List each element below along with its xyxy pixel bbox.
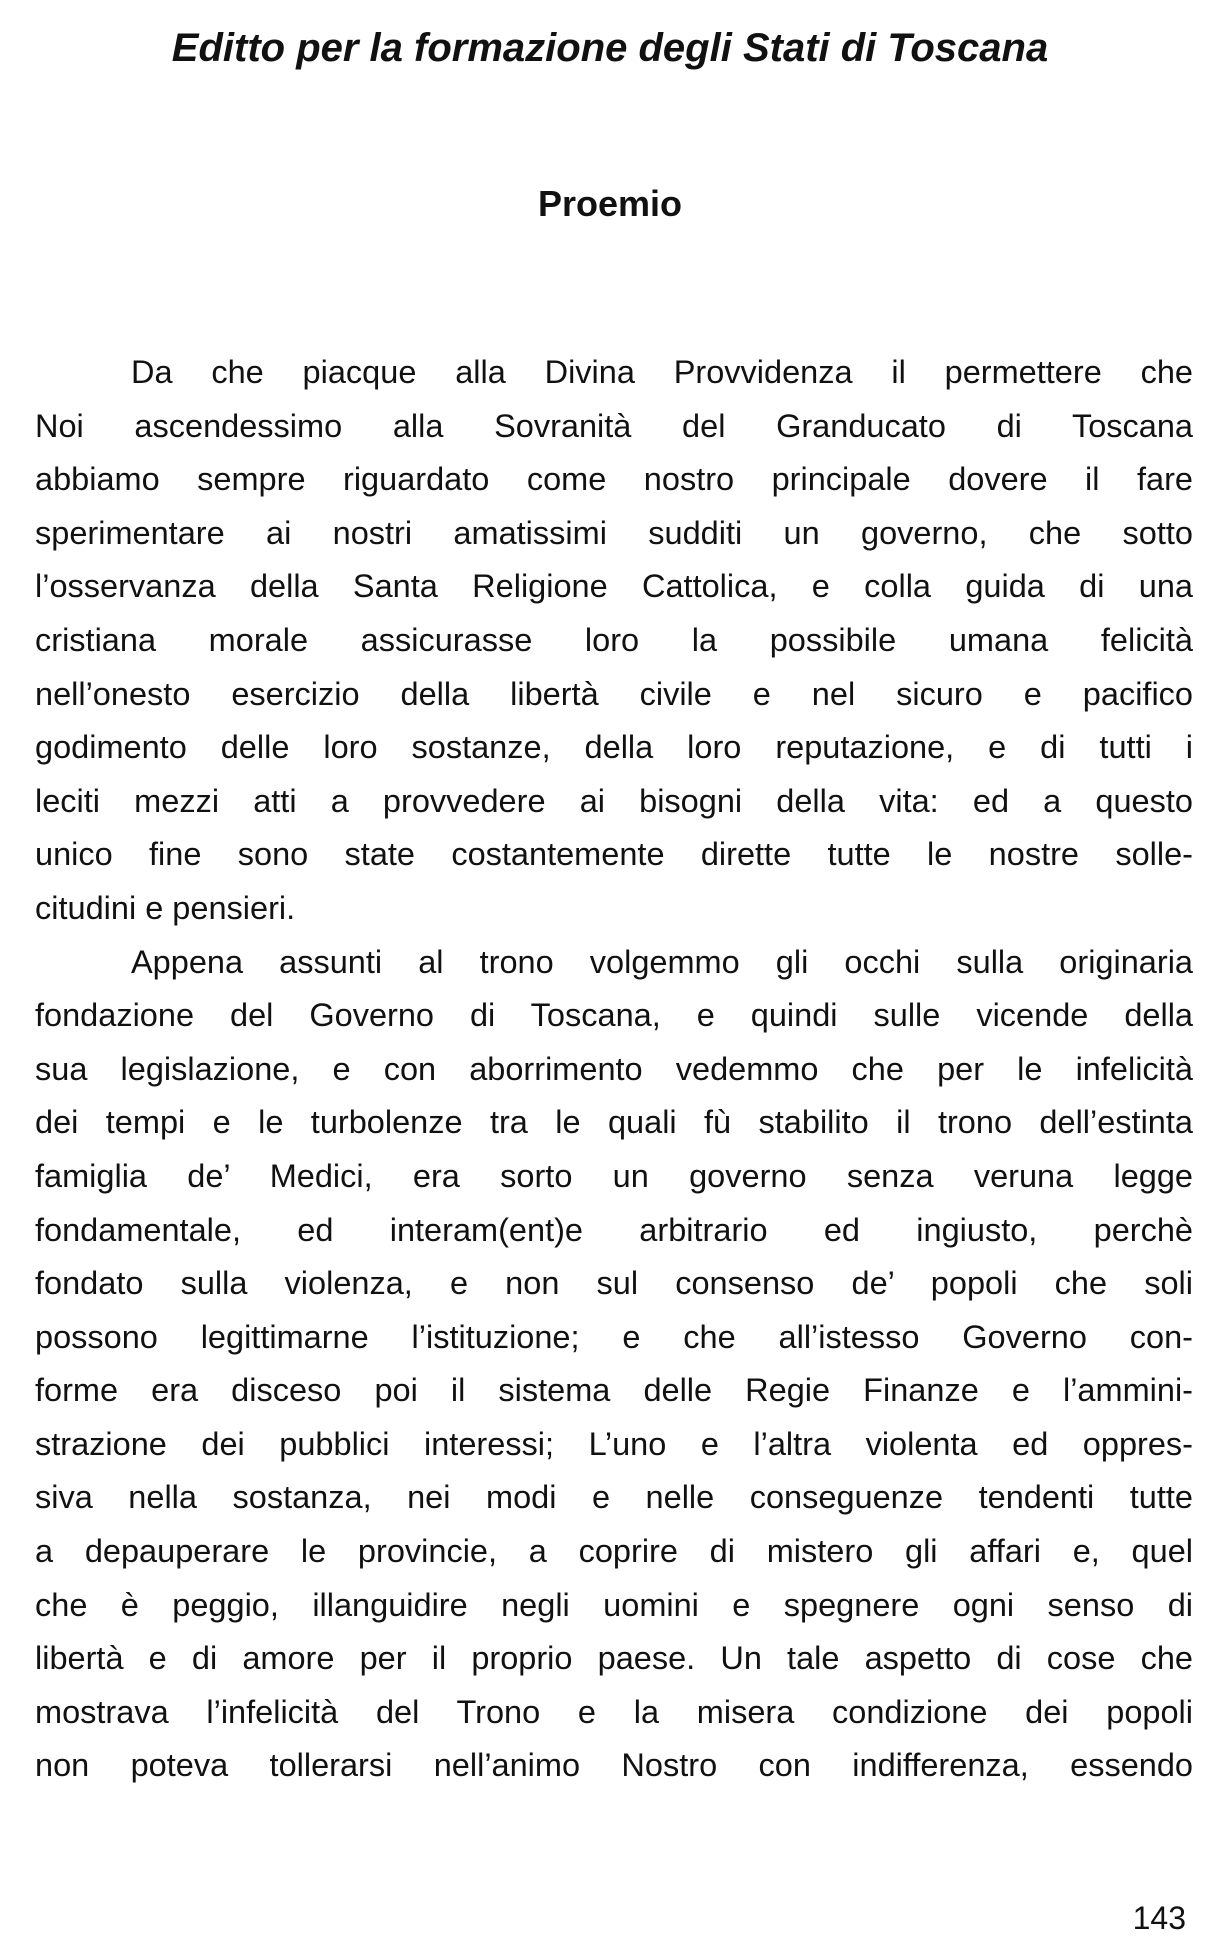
- text-line: Da che piacque alla Divina Provvidenza il permettere che: [131, 354, 1193, 390]
- paragraph-1: [35, 346, 1193, 936]
- text-line: libertà e di amore per il proprio paese. Un tale aspetto di cose che: [35, 1640, 1193, 1677]
- text-line: abbiamo sempre riguardato come nostro principale dovere il fare: [35, 461, 1193, 498]
- text-line: sua legislazione, e con aborrimento vedemmo che per le infelicità: [35, 1050, 1193, 1087]
- text-line: a depauperare le provincie, a coprire di mistero gli affari e, quel: [35, 1533, 1193, 1570]
- text-line: famiglia de’ Medici, era sorto un governo senza veruna legge: [35, 1157, 1193, 1194]
- text-line: fondazione del Governo di Toscana, e quindi sulle vicende della: [35, 997, 1193, 1034]
- text-line: Appena assunti al trono volgemmo gli occhi sulla originaria: [131, 943, 1193, 980]
- text-line: mostrava l’infelicità del Trono e la misera condizione dei popoli: [35, 1693, 1193, 1730]
- body-text: [35, 346, 1193, 1793]
- text-line: godimento delle loro sostanze, della loro reputazione, e di tutti i: [35, 729, 1193, 766]
- text-line: siva nella sostanza, nei modi e nelle conseguenze tendenti tutte: [35, 1479, 1193, 1516]
- section-heading: Proemio: [537, 183, 683, 224]
- text-line: strazione dei pubblici interessi; L’uno e l’altra violenta ed oppres-: [35, 1425, 1193, 1462]
- text-line: sperimentare ai nostri amatissimi sudditi un governo, che sotto: [35, 514, 1193, 551]
- document-title: Editto per la formazione degli Stati di Toscana: [171, 26, 1049, 70]
- paragraph-2: [35, 936, 1193, 1794]
- text-line: forme era disceso poi il sistema delle Regie Finanze e l’ammini-: [35, 1372, 1193, 1409]
- text-line: non poteva tollerarsi nell’animo Nostro con indifferenza, essendo: [35, 1747, 1193, 1784]
- text-line: possono legittimarne l’istituzione; e che all’istesso Governo con-: [35, 1318, 1193, 1355]
- text-line: unico fine sono state costantemente dirette tutte le nostre solle-: [35, 836, 1193, 873]
- text-line: cristiana morale assicurasse loro la possibile umana felicità: [35, 621, 1193, 658]
- text-line: fondato sulla violenza, e non sul consenso de’ popoli che soli: [35, 1265, 1193, 1302]
- text-line: che è peggio, illanguidire negli uomini e spegnere ogni senso di: [35, 1586, 1193, 1623]
- text-line: citudini e pensieri.: [35, 889, 296, 926]
- text-line: fondamentale, ed interam(ent)e arbitrario ed ingiusto, perchè: [35, 1211, 1193, 1248]
- text-line: leciti mezzi atti a provvedere ai bisogni della vita: ed a questo: [35, 782, 1193, 819]
- text-line: nell’onesto esercizio della libertà civile e nel sicuro e pacifico: [35, 675, 1193, 712]
- text-line: dei tempi e le turbolenze tra le quali fù stabilito il trono dell’estinta: [35, 1104, 1193, 1141]
- page-number: 143: [1132, 1900, 1186, 1936]
- text-line: l’osservanza della Santa Religione Cattolica, e colla guida di una: [35, 568, 1193, 605]
- text-line: Noi ascendessimo alla Sovranità del Granducato di Toscana: [35, 407, 1193, 444]
